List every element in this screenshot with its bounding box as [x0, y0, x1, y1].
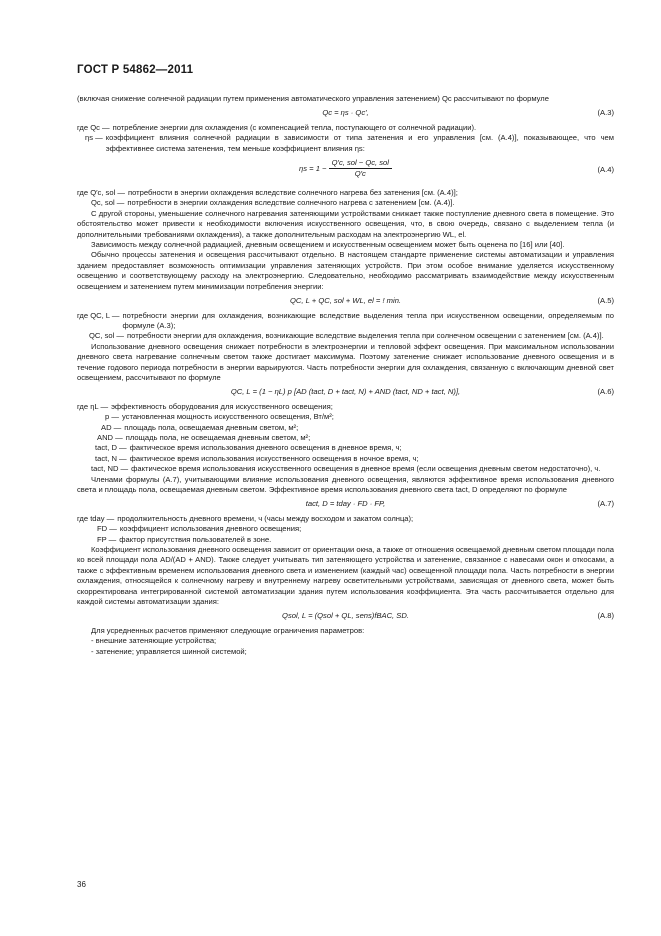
- definition-symbol: ηs —: [85, 133, 103, 143]
- paragraph-daylight-use: Использование дневного освещения снижает потребности в электроэнергии и тепловой эффект освещения. При максимальном использовании дневного света нагревание солнечным светом также достигает максимума. Поэтому затенение снижает использование дневного освещения и в течение годового периода потребности в энергии варьируются. Часть потребности энергии для охлаждения, связанную с включающим дневной свет освещением, рассчитывают по формуле: [77, 341, 614, 382]
- definition-text: потребности в энергии охлаждения вследствие солнечного нагрева без затенения [см. (A.4)];: [127, 188, 458, 198]
- formula-a5: [77, 296, 614, 306]
- definition-eta: [77, 133, 614, 154]
- definition-item: [77, 524, 614, 534]
- formula-a3-number: (A.3): [597, 108, 614, 118]
- paragraph-shading-daylight: С другой стороны, уменьшение солнечного нагревания затеняющими устройствами снижает также поступление дневного света в помещение. Это обстоятельство может привести к необходимости включения искусственного освещения, что, в свою очередь, связано с выделением тепла (и дополнительными требованиями охлаждения), а также дополнительным расходам на электроэнергию WL, el.: [77, 208, 614, 239]
- definition-text: фактическое время использования искусственного освещения в дневное время (если освещения дневным светом недостаточно), ч.: [131, 464, 601, 474]
- formula-a4-number: (A.4): [597, 165, 614, 175]
- definition-text: потребности энергии для охлаждения, возникающие вследствие выделения тепла при искусственном освещении, определяемым по формуле (A.3);: [122, 310, 614, 330]
- definition-text: площадь пола, не освещаемая дневным светом, м²;: [125, 432, 311, 442]
- formula-a5-body: QC, L + QC, sol + WL, el = ! min.: [289, 296, 402, 306]
- formula-a8: [77, 611, 614, 621]
- formula-a6-number: (A.6): [597, 387, 614, 397]
- definition-text: фактическое время использования искусственного освещения в ночное время, ч;: [129, 453, 419, 463]
- definition-text: фактор присутствия пользователей в зоне.: [119, 534, 272, 544]
- formula-a4-numerator: Q′c, sol − Qc, sol: [329, 158, 392, 169]
- definition-text: продолжительность дневного времени, ч (часы между восходом и закатом солнца);: [117, 513, 414, 523]
- definition-symbol: QC, sol —: [89, 331, 125, 341]
- paragraph-dependency: Зависимость между солнечной радиацией, дневным освещением и искусственным освещением может быть оценена по [16] или [40].: [91, 240, 565, 250]
- definition-text: установленная мощность искусственного освещения, Вт/м²;: [121, 412, 334, 422]
- definition-symbol: где QC, L —: [77, 310, 120, 320]
- definition-item: [77, 433, 614, 443]
- formula-a4-denominator: Q′c: [354, 169, 366, 179]
- definitions-a7: [77, 514, 614, 545]
- definition-symbol: где Q′c, sol —: [77, 188, 125, 198]
- definition-item: [77, 454, 614, 464]
- definition-qc-sol-solar: [77, 331, 614, 341]
- paragraph-restrictions: Для усредненных расчетов применяют следующие ограничения параметров:: [91, 625, 365, 635]
- definition-symbol: AD —: [101, 422, 122, 432]
- definition-text: фактическое время использования дневного освещения в дневное время, ч;: [129, 443, 402, 453]
- definition-symbol: tact, ND —: [91, 464, 129, 474]
- definition-symbol: AND —: [97, 432, 123, 442]
- page-content: [77, 94, 614, 657]
- formula-a8-body: Qsol, L = (Qsol + QL, sens)fBAC, SD.: [282, 611, 409, 621]
- definition-item: [77, 535, 614, 545]
- definition-text: эффективность оборудования для искусственного освещения;: [111, 401, 333, 411]
- definition-qc: [77, 123, 614, 133]
- definition-symbol: FD —: [97, 524, 117, 534]
- definition-symbol: tact, D —: [95, 443, 127, 453]
- definition-symbol: где ηL —: [77, 401, 109, 411]
- formula-a6-body: QC, L = (1 − ηL) p [AD (tact, D + tact, N) + AND (tact, ND + tact, N)],: [230, 387, 461, 397]
- definition-item: [77, 464, 614, 474]
- formula-a7: [77, 499, 614, 509]
- definition-text: потребление энергии для охлаждения (с компенсацией тепла, поступающего от солнечной радиации).: [112, 122, 477, 132]
- definition-symbol: где tday —: [77, 513, 115, 523]
- definition-qc-sol-shaded: [77, 198, 614, 208]
- list-item: - внешние затеняющие устройства;: [91, 636, 217, 646]
- definition-qcl: [77, 311, 614, 332]
- paragraph-daylight-coefficient: Коэффициент использования дневного освещения зависит от ориентации окна, а также от отношения освещаемой дневным светом площади пола ко всей площади пола AD/(AD + AND). Также следует учитывать тип затеняющего устройства и затенение, связанное с навесами окон и откосами, а также с эффективным временем использования дневного света и изменением (каждый час) освещенной площади пола. Часть потребности в энергии охлаждения, относящейся к солнечному нагреву и внутреннему нагреву осветительными устройствами, зависящая от дневного света, может быть скорректирована интегрированной системой автоматизации здания путем использования коэффициента. Эта часть рассчитывается отдельно для каждой системы автоматизации здания:: [77, 545, 614, 607]
- definition-text: потребности энергии для охлаждения, возникающие вследствие выделения тепла при солнечном освещении с затенением [см. (A.4)].: [127, 331, 604, 341]
- definition-item: [77, 423, 614, 433]
- formula-a3-body: Qc = ηs · Qc′,: [322, 108, 369, 118]
- formula-a7-body: tact, D = tday · FD · FP,: [305, 499, 386, 509]
- definitions-a6: [77, 402, 614, 475]
- formula-a4-fraction: [329, 158, 392, 180]
- paragraph-shading-lighting: Обычно процессы затенения и освещения рассчитывают отдельно. В настоящем стандарте применение системы автоматизации и управления зданием предоставляет возможность оптимизации управления затеняющих устройств. При этом особое внимание уделяется искусственному освещению и соответствующему расходу на электроэнергию. Следовательно, необходимо рассматривать взаимодействие между искусственным освещением и затенением путем минимизации потребления энергии:: [77, 250, 614, 291]
- definition-text: коэффициент использования дневного освещения;: [119, 524, 302, 534]
- definition-symbol: tact, N —: [95, 453, 127, 463]
- list-item: - затенение; управляется шинной системой;: [91, 646, 247, 656]
- page-number: 36: [77, 880, 86, 889]
- definition-symbol: p —: [105, 412, 119, 422]
- definition-qc-sol-unshaded: [77, 188, 614, 198]
- definition-item: [77, 412, 614, 422]
- definition-item: [77, 514, 614, 524]
- definition-item: [77, 402, 614, 412]
- document-header: ГОСТ Р 54862—2011: [77, 64, 194, 76]
- paragraph-formula-terms: Членами формулы (A.7), учитывающими влияние использования дневного освещения, являются эффективное время использования дневного света и площадь пола, освещаемая дневным светом. Эффективное время использования дневного света tact, D определяют по формуле: [77, 474, 614, 494]
- definition-symbol: Qc, sol —: [91, 198, 125, 208]
- formula-a7-number: (A.7): [597, 499, 614, 509]
- formula-a5-number: (A.5): [597, 296, 614, 306]
- definition-text: площадь пола, освещаемая дневным светом, м²;: [124, 422, 299, 432]
- formula-a4-left: ηs = 1 −: [299, 163, 327, 173]
- formula-a3: [77, 108, 614, 118]
- paragraph-intro: (включая снижение солнечной радиации путем применения автоматического управления затенением) Qc рассчитывают по формуле: [77, 94, 549, 103]
- formula-a4: [77, 158, 614, 184]
- formula-a6: [77, 387, 614, 397]
- definition-text: коэффициент влияния солнечной радиации в зависимости от типа затенения и его управления [см. (A.4)], показывающее, что чем эффективнее система затенения, тем меньше коэффициент влияния ηs:: [105, 133, 614, 153]
- definition-text: потребности в энергии охлаждения вследствие солнечного нагрева с затенением [см. (A.4)].: [127, 198, 455, 208]
- formula-a8-number: (A.8): [597, 611, 614, 621]
- definition-symbol: где Qc —: [77, 122, 110, 132]
- definition-symbol: FP —: [97, 534, 117, 544]
- definition-item: [77, 443, 614, 453]
